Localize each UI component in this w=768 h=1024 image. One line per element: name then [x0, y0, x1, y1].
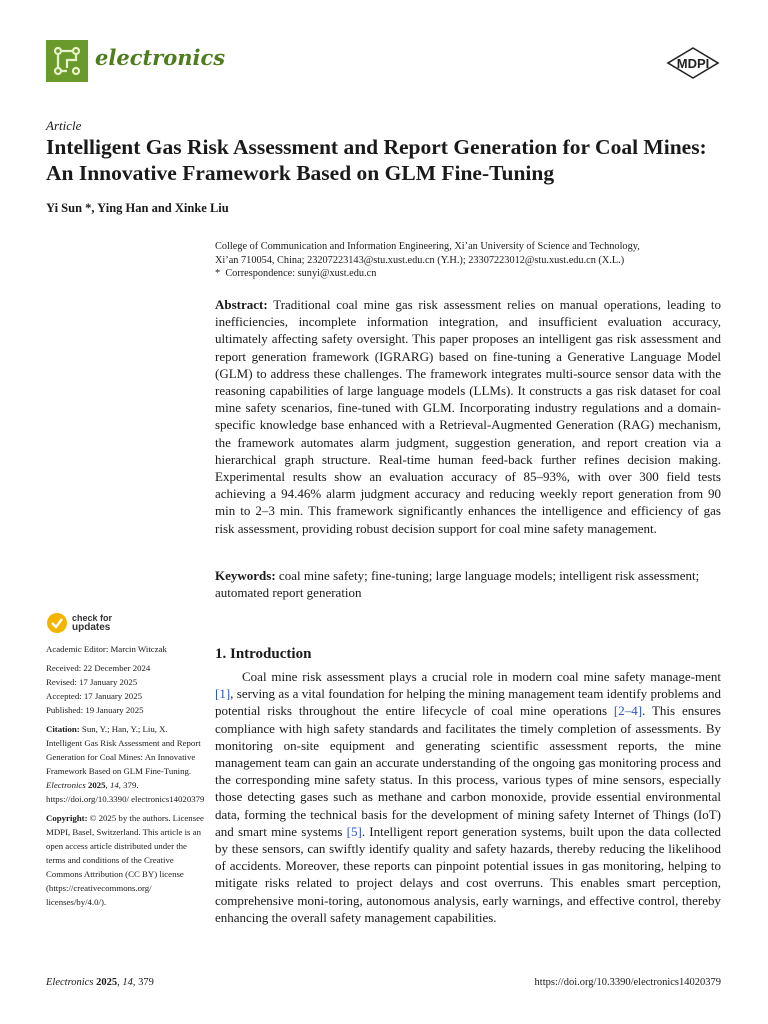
paper-title: Intelligent Gas Risk Assessment and Report Generation for Coal Mines: An Innovative Framework Based on GLM Fine-Tuning [46, 135, 707, 185]
check-icon [46, 612, 68, 634]
journal-name: electronics [95, 45, 226, 70]
footer-doi[interactable]: https://doi.org/10.3390/electronics14020379 [534, 977, 721, 988]
keywords-label: Keywords: [215, 568, 276, 583]
correspondence: * Correspondence: sunyi@xust.edu.cn [215, 268, 377, 279]
affiliations [215, 240, 735, 281]
article-type: Article [46, 118, 82, 133]
section-title: 1. Introduction [215, 646, 312, 662]
revised-date: Revised: 17 January 2025 [46, 677, 138, 687]
published-date: Published: 19 January 2025 [46, 705, 144, 715]
journal-logo [46, 40, 88, 82]
check-updates-line2: updates [72, 622, 111, 633]
copyright: Copyright: © 2025 by the authors. Licensee MDPI, Basel, Switzerland. This article is an open access article distributed under the terms and conditions of the Creative Commons Attribution (CC BY) license (https://creativecommons.org/ licenses/by/4.0/). [46, 813, 204, 907]
circuit-icon [46, 40, 88, 82]
abstract-label: Abstract: [215, 297, 268, 312]
keywords [215, 567, 721, 601]
reference-link[interactable]: [2–4] [613, 703, 643, 719]
check-updates-line1: check for [72, 613, 113, 623]
affiliation-line: Xi’an 710054, China; 23207223143@stu.xust.edu.cn (Y.H.); 23307223012@stu.xust.edu.cn (X.L.) [215, 254, 625, 266]
introduction-paragraph: Coal mine risk assessment plays a crucial role in modern coal mine safety manage-ment [1], serving as a vital foundation for helping the mining management team identify problems and potential risks throughout the entire lifecycle of coal mine operations [2–4]. This ensures compliance with high safety standards and facilitates the timely completion of assessments. By monitoring on-site equipment and generating scientific assessment reports, the mine management team can gain an accurate understanding of the ongoing gas monitoring process and the corresponding mine safety status. In this process, various types of mine sensors, especially those detecting gases such as methane and carbon monoxide, provide essential environmental data, forming the technical basis for the development of mining safety Internet of Things (IoT) and smart mine systems [5]. Intelligent report generation systems, built upon the data collected by these sensors, can swiftly identify quality and safety hazards, thereby reducing the likelihood of accidents. Moreover, these reports can pinpoint potential issues in gas monitoring, helping to mitigate risks related to project delays and cost overruns. This enables smart perception, comprehensive moni-toring, autonomous analysis, early warnings, and effective control, thereby enhancing the overall safety management capabilities. [215, 669, 721, 925]
received-date: Received: 22 December 2024 [46, 663, 151, 673]
keywords-text: coal mine safety; fine-tuning; large language models; intelligent risk assessment; automated report generation [215, 568, 700, 601]
sidebar [46, 642, 206, 909]
affiliation-line: College of Communication and Information Engineering, Xi’an University of Science and Technology, [215, 241, 640, 252]
check-updates-badge[interactable] [46, 612, 112, 634]
reference-link[interactable]: [1] [215, 686, 231, 702]
academic-editor: Academic Editor: Marcin Witczak [46, 644, 167, 654]
citation: Citation: Sun, Y.; Han, Y.; Liu, X. Intelligent Gas Risk Assessment and Report Generation for Coal Mines: An Innovative Framework Based on GLM Fine-Tuning. Electronics 2025, 14, 379. https://doi.org/10.3390/ electronics14020379 [46, 724, 205, 804]
abstract-text: Traditional coal mine gas risk assessment relies on manual operations, leading to inefficiencies, incomplete information integration, and insufficient evaluation accuracy, ultimately affecting safety oversight. This paper proposes an intelligent gas risk assessment and report generation framework (IGRARG) based on fine-tuning a Generative Language Model (GLM) to address these challenges. The framework integrates multi-source sensor data with the reasoning capabilities of large language models (LLMs). It constructs a gas risk dataset for coal mine safety scenarios, fine-tuned with GLM. Incorporating industry regulations and a domain-specific knowledge base enhanced with a Retrieval-Augmented Generation (RAG) mechanism, the framework automates alarm judgment, suggestion generation, and report creation via a hierarchical graph structure. Real-time human feed-back further refines decision making. Experimental results show an evaluation accuracy of 85–93%, with over 300 field tests achieving a 94.46% alarm judgment accuracy and reducing weekly report generation from 90 min to 2–3 min. This framework significantly enhances the intelligence and efficiency of gas risk assessment, providing robust decision support for coal mine safety management. [215, 297, 721, 536]
authors: Yi Sun *, Ying Han and Xinke Liu [46, 201, 229, 215]
footer-citation: Electronics 2025, 14, 379 [46, 977, 154, 988]
svg-text:MDPI: MDPI [676, 56, 710, 71]
reference-link[interactable]: [5] [346, 823, 362, 839]
mdpi-logo [666, 47, 720, 79]
accepted-date: Accepted: 17 January 2025 [46, 691, 143, 701]
abstract [215, 296, 721, 537]
